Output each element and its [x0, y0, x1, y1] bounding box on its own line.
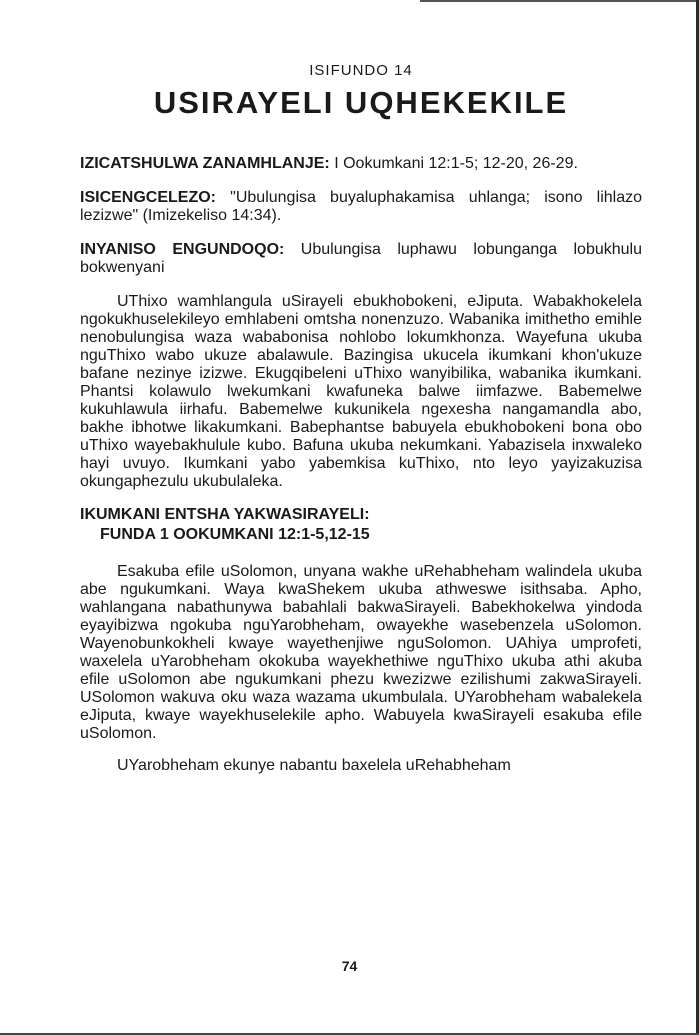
key-verse-label: ISICENGCELEZO: [80, 189, 217, 206]
readings-label: IZICATSHULWA ZANAMHLANJE: [80, 155, 330, 172]
readings-block [80, 155, 642, 173]
key-verse-text: "Ubulungisa buyaluphakamisa uhlanga; isono lihlazo lezizwe" (Imizekeliso 14:34). [80, 189, 642, 224]
section-heading-line2: FUNDA 1 OOKUMKANI 12:1-5,12-15 [100, 526, 370, 543]
section-heading [80, 505, 642, 545]
page-content [80, 62, 642, 775]
intro-paragraph: UThixo wamhlangula uSirayeli ebukhobokeni, eJiputa. Wabakhokelela ngokukhuselekileyo emhlabeni omtsha nonenzuzo. Wabanika imithetho emihle nenobulungisa waza wababonisa nohlobo lokumkhonza. Wayefuna ukuba nguThixo wabo ukuze abalawule. Bazingisa ukucela ikumkani khon'ukuze bafane nezinye izizwe. Ekugqibeleni uThixo wanyibilika, wabanika ikumkani. Phantsi kolawulo lwekumkani kwafuneka balwe iimfazwe. Babemelwe kukuhlawula iirhafu. Babemelwe kukunikela ngexesha nangamandla abo, bakhe ibhotwe likakumkani. Babephantse babuyela ebukhobokeni bona obo uThixo wayebakhulule kubo. Bafuna ukuba nekumkani. Yabazisela inxwaleko hayi uvuyo. Ikumkani yabo yabemkisa kuThixo, nto leyo yayizakuzisa okungaphezulu ukubulaleka. [80, 293, 642, 490]
readings-text: I Ookumkani 12:1-5; 12-20, 26-29. [329, 155, 578, 172]
section-paragraph-1: Esakuba efile uSolomon, unyana wakhe uRehabheham walindela ukuba abe ngukumkani. Waya kwaShekem ukuba athweswe isithsaba. Apho, wahlangana nabathunywa babahlali bakwaSirayeli. Babekhokelwa yindoda eyayibizwa ngokuba nguYarobheham, owayekhe wasebenzela uSolomon. Wayenobunkokheli kwaye wayethenjiwe nguSolomon. UAhiya umprofeti, waxelela uYarobheham okokuba wayekhethiwe nguThixo ukuba athi akuba efile uSolomon abe ngukumkani phezu kwezizwe ezilishumi zakwaSirayeli. USolomon wakuva oku waza wazama ukumbulala. UYarobheham wabalekela eJiputa, kwaye wayekhuselekile apho. Wabuyela kwaSirayeli esakuba efile uSolomon. [80, 563, 642, 742]
key-verse-block [80, 189, 642, 225]
main-truth-block [80, 241, 642, 277]
section-heading-line1: IKUMKANI ENTSHA YAKWASIRAYELI: [80, 506, 370, 523]
page-number: 74 [341, 958, 358, 974]
section-paragraph-2: UYarobheham ekunye nabantu baxelela uRehabheham [117, 757, 511, 774]
lesson-title: USIRAYELI UQHEKEKILE [153, 85, 569, 120]
main-truth-text: Ubulungisa luphawu lobunganga lobukhulu bokwenyani [80, 241, 642, 276]
lesson-number: ISIFUNDO 14 [309, 62, 413, 79]
main-truth-label: INYANISO ENGUNDOQO: [80, 241, 285, 258]
scan-edge-top [420, 0, 699, 2]
